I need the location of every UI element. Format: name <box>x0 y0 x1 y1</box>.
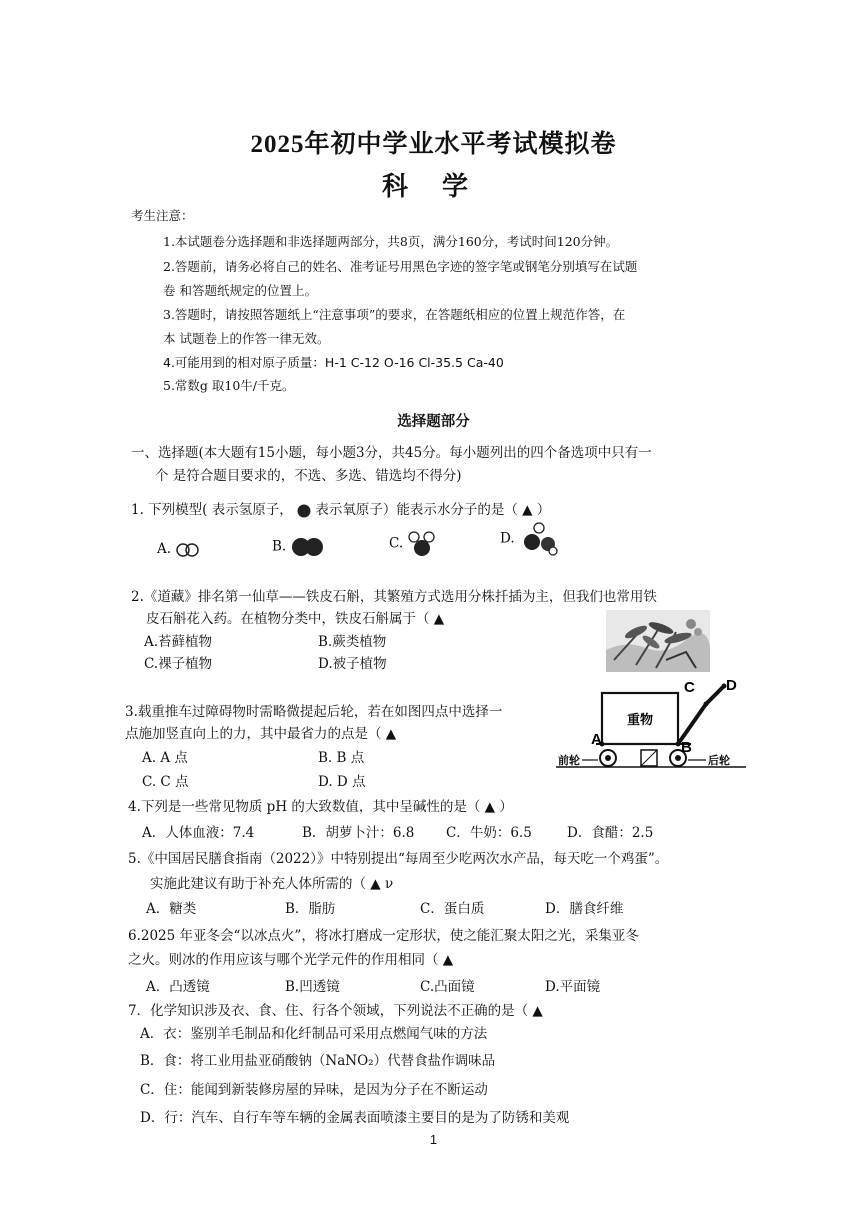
q4-option-b: B．胡萝卜汁：6.8 <box>302 825 415 841</box>
q7-option-c: C．住：能闻到新装修房屋的异味，是因为分子在不断运动 <box>140 1082 488 1098</box>
q2-line1: 2.《道藏》排名第一仙草——铁皮石斛，其繁殖方式选用分株扦插为主，但我们也常用铁 <box>131 589 657 605</box>
q3-option-a: A. A 点 <box>142 750 188 766</box>
q5-option-d: D．膳食纤维 <box>545 901 624 917</box>
q2-option-a: A.苔藓植物 <box>144 634 213 650</box>
exam-title: 2025年初中学业水平考试模拟卷 <box>250 131 617 158</box>
notice-item-3: 3.答题时，请按照答题纸上“注意事项”的要求，在答题纸相应的位置上规范作答，在 <box>163 307 626 322</box>
rear-wheel-label: 后轮 <box>708 754 730 767</box>
q4-option-c: C．牛奶：6.5 <box>446 825 532 841</box>
q1-stem-part1: 1. 下列模型( 表示氢原子， <box>131 502 293 518</box>
q4-option-a: A．人体血液：7.4 <box>142 825 255 841</box>
q6-option-c: C.凸面镜 <box>420 979 475 995</box>
notice-item-1: 1.本试题卷分选择题和非选择题两部分，共8页，满分160分，考试时间120分钟。 <box>163 234 619 249</box>
q7-option-b: B．食：将工业用盐亚硝酸钠（NaNO₂）代替食盐作调味品 <box>140 1053 496 1069</box>
q3-line2: 点施加竖直向上的力，其中最省力的点是（ ▲ <box>125 726 397 742</box>
q7-line1: 7．化学知识涉及衣、食、住、行各个领域，下列说法不正确的是（ ▲ <box>128 1003 543 1019</box>
point-b-label: B <box>681 739 692 756</box>
notice-item-3b: 本 试题卷上的作答一律无效。 <box>163 331 330 346</box>
water-molecule-c-icon <box>407 530 437 558</box>
cart-diagram <box>556 672 746 780</box>
q1-stem-part2: 表示氧原子）能表示水分子的是（ ▲ ） <box>315 502 551 518</box>
oxygen-atom-icon <box>297 504 311 518</box>
q2-line2: 皮石斛花入药。在植物分类中，铁皮石斛属于（ ▲ <box>146 611 445 627</box>
notice-heading: 考生注意： <box>131 208 194 223</box>
q2-option-c: C.裸子植物 <box>144 656 213 672</box>
section-title: 选择题部分 <box>397 413 470 430</box>
front-wheel-label: 前轮 <box>558 754 580 767</box>
q7-option-a: A．衣：鉴别羊毛制品和化纤制品可采用点燃闻气味的方法 <box>140 1026 488 1042</box>
q6-option-d: D.平面镜 <box>545 979 601 995</box>
q4-line1: 4.下列是一些常见物质 pH 的大致数值，其中呈碱性的是（ ▲ ） <box>128 799 513 815</box>
notice-item-4: 4.可能用到的相对原子质量：H-1 C-12 O-16 Cl-35.5 Ca-40 <box>163 355 504 370</box>
q2-option-d: D.被子植物 <box>318 656 387 672</box>
water-molecule-d-icon <box>519 522 559 556</box>
page-number: 1 <box>429 1132 438 1147</box>
q1-stem <box>131 498 550 518</box>
point-d-label: D <box>726 677 737 694</box>
q3-option-c: C. C 点 <box>142 774 189 790</box>
q6-option-a: A．凸透镜 <box>146 979 210 995</box>
q3-option-d: D. D 点 <box>318 774 366 790</box>
q1-option-d: D. <box>500 522 559 556</box>
q5-option-b: B．脂肪 <box>285 901 336 917</box>
section-intro-line1: 一、选择题(本大题有15小题，每小题3分，共45分。每小题列出的四个备选项中只有一 <box>131 445 652 461</box>
q6-option-b: B.凹透镜 <box>285 979 340 995</box>
q5-line1: 5.《中国居民膳食指南（2022）》中特别提出“每周至少吃两次水产品，每天吃一个鸡蛋”。 <box>128 851 669 867</box>
notice-item-5: 5.常数g 取10牛/千克。 <box>163 378 295 393</box>
q4-option-d: D．食醋：2.5 <box>567 825 654 841</box>
notice-item-2: 2.答题前，请务必将自己的姓名、准考证号用黑色字迹的签字笔或钢笔分别填写在试题 <box>163 259 638 274</box>
subject-title: 科学 <box>382 172 503 202</box>
section-intro-line2: 个 是符合题目要求的，不选、多选、错选均不得分) <box>155 468 462 484</box>
o2-molecule-icon <box>291 535 325 559</box>
q1-option-c: C. <box>389 530 437 558</box>
q2-option-b: B.蕨类植物 <box>318 634 387 650</box>
dendrobium-photo <box>606 610 710 672</box>
q7-option-d: D．行：汽车、自行车等车辆的金属表面喷漆主要目的是为了防锈和美观 <box>140 1110 570 1126</box>
q5-option-a: A．糖类 <box>146 901 197 917</box>
q1-option-a: A. <box>157 541 201 558</box>
q1-option-b: B. <box>272 535 325 559</box>
h2-molecule-icon <box>175 542 201 558</box>
q3-line1: 3.载重推车过障碍物时需略微提起后轮，若在如图四点中选择一 <box>125 704 503 720</box>
notice-item-2b: 卷 和答题纸规定的位置上。 <box>163 283 317 298</box>
point-c-label: C <box>684 679 695 696</box>
q6-line1: 6.2025 年亚冬会“以冰点火”，将冰打磨成一定形状，使之能汇聚太阳之光，采集亚冬 <box>128 928 639 944</box>
point-a-label: A <box>591 731 602 748</box>
q5-option-c: C．蛋白质 <box>420 901 485 917</box>
q5-line2: 实施此建议有助于补充人体所需的（ ▲ ν <box>150 876 394 892</box>
q3-option-b: B. B 点 <box>318 750 365 766</box>
q6-line2: 之火。则冰的作用应该与哪个光学元件的作用相同（ ▲ <box>128 952 454 968</box>
cargo-label: 重物 <box>626 713 654 728</box>
